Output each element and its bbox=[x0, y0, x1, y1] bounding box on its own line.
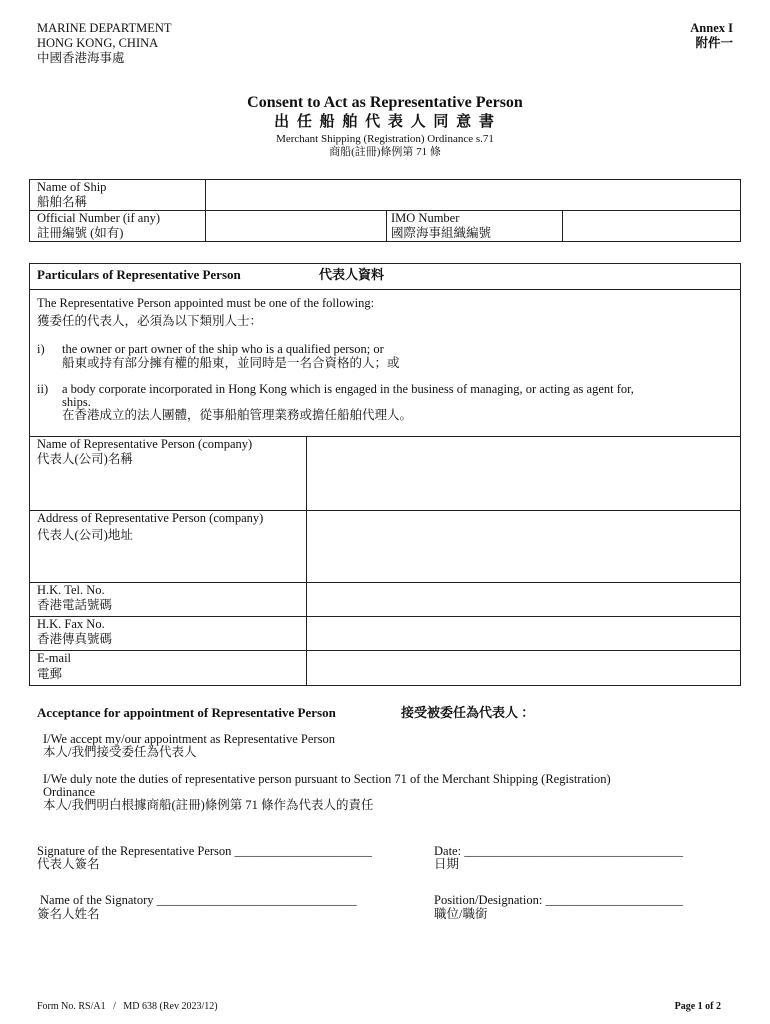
rep-address-field[interactable] bbox=[308, 512, 739, 581]
email-field[interactable] bbox=[308, 652, 739, 685]
item-1-number: i) bbox=[37, 342, 45, 356]
eligibility-intro: The Representative Person appointed must be one of the following: bbox=[37, 296, 375, 310]
ship-name-label: Name of Ship bbox=[37, 180, 107, 194]
signature-field[interactable]: Signature of the Representative Person ______________________ bbox=[37, 844, 373, 858]
date-label-zh: 日期 bbox=[434, 857, 460, 871]
position-field[interactable]: Position/Designation: ______________________ bbox=[434, 893, 683, 907]
item-1-text-zh: 船東或持有部分擁有權的船東，並同時是一名合資格的人；或 bbox=[62, 356, 400, 370]
item-2-text-zh: 在香港成立的法人團體，從事船舶管理業務或擔任船舶代理人。 bbox=[62, 408, 413, 422]
signatory-name-field[interactable]: Name of the Signatory ________________________________ bbox=[40, 893, 357, 907]
page-number: Page 1 of 2 bbox=[674, 1001, 721, 1012]
duty-statement-cont: Ordinance bbox=[43, 785, 96, 799]
form-number: Form No. RS/A1 / MD 638 (Rev 2023/12) bbox=[37, 1001, 218, 1012]
accept-statement: I/We accept my/our appointment as Representative Person bbox=[43, 732, 335, 746]
rep-name-label: Name of Representative Person (company) bbox=[37, 437, 253, 451]
ordinance-reference-zh: 商船(註冊)條例第 71 條 bbox=[329, 146, 441, 158]
fax-label-zh: 香港傳真號碼 bbox=[37, 632, 113, 646]
email-label: E-mail bbox=[37, 651, 72, 665]
tel-field[interactable] bbox=[308, 584, 739, 615]
rep-address-label: Address of Representative Person (company) bbox=[37, 511, 264, 525]
signatory-name-label-zh: 簽名人姓名 bbox=[37, 907, 100, 921]
acceptance-heading: Acceptance for appointment of Representative Person bbox=[37, 705, 336, 720]
item-2-number: ii) bbox=[37, 382, 49, 396]
official-number-field[interactable] bbox=[207, 212, 384, 240]
annex-label-zh: 附件一 bbox=[695, 36, 733, 50]
date-field[interactable]: Date: ___________________________________ bbox=[434, 844, 683, 858]
ship-name-label-zh: 船舶名稱 bbox=[37, 195, 88, 209]
official-number-label: Official Number (if any) bbox=[37, 211, 160, 225]
item-2-text: a body corporate incorporated in Hong Kong which is engaged in the business of managing, or acting as agent for, bbox=[62, 382, 634, 396]
imo-number-label-zh: 國際海事組織編號 bbox=[391, 226, 492, 240]
particulars-heading: Particulars of Representative Person bbox=[37, 267, 241, 282]
signature-label-zh: 代表人簽名 bbox=[37, 857, 100, 871]
eligibility-intro-zh: 獲委任的代表人，必須為以下類別人士： bbox=[37, 314, 263, 328]
fax-field[interactable] bbox=[308, 618, 739, 649]
duty-statement-zh: 本人/我們明白根據商船(註冊)條例第 71 條作為代表人的責任 bbox=[43, 798, 374, 812]
ordinance-reference: Merchant Shipping (Registration) Ordinance s.71 bbox=[276, 133, 494, 145]
official-number-label-zh: 註冊編號 (如有) bbox=[37, 226, 124, 240]
acceptance-heading-zh: 接受被委任為代表人 ： bbox=[401, 705, 535, 720]
duty-statement: I/We duly note the duties of representative person pursuant to Section 71 of the Merchant Shipping (Registration) bbox=[43, 772, 611, 786]
imo-number-field[interactable] bbox=[564, 212, 739, 240]
location: HONG KONG, CHINA bbox=[37, 36, 159, 50]
fax-label: H.K. Fax No. bbox=[37, 617, 105, 631]
rep-name-label-zh: 代表人(公司)名稱 bbox=[37, 452, 133, 466]
rep-name-field[interactable] bbox=[308, 438, 739, 509]
form-title: Consent to Act as Representative Person bbox=[247, 94, 523, 111]
particulars-heading-zh: 代表人資料 bbox=[319, 267, 385, 282]
email-label-zh: 電郵 bbox=[37, 667, 63, 681]
accept-statement-zh: 本人/我們接受委任為代表人 bbox=[43, 745, 197, 759]
position-label-zh: 職位/職銜 bbox=[434, 907, 488, 921]
rep-address-label-zh: 代表人(公司)地址 bbox=[37, 528, 133, 542]
tel-label-zh: 香港電話號碼 bbox=[37, 598, 113, 612]
imo-number-label: IMO Number bbox=[391, 211, 460, 225]
annex-label: Annex I bbox=[690, 21, 733, 35]
item-2-text-cont: ships. bbox=[62, 395, 91, 409]
department-name: MARINE DEPARTMENT bbox=[37, 21, 172, 35]
item-1-text: the owner or part owner of the ship who is a qualified person; or bbox=[62, 342, 384, 356]
form-title-zh: 出 任 船 舶 代 表 人 同 意 書 bbox=[274, 114, 496, 130]
department-name-zh: 中國香港海事處 bbox=[37, 51, 125, 65]
ship-name-field[interactable] bbox=[207, 181, 739, 209]
tel-label: H.K. Tel. No. bbox=[37, 583, 105, 597]
